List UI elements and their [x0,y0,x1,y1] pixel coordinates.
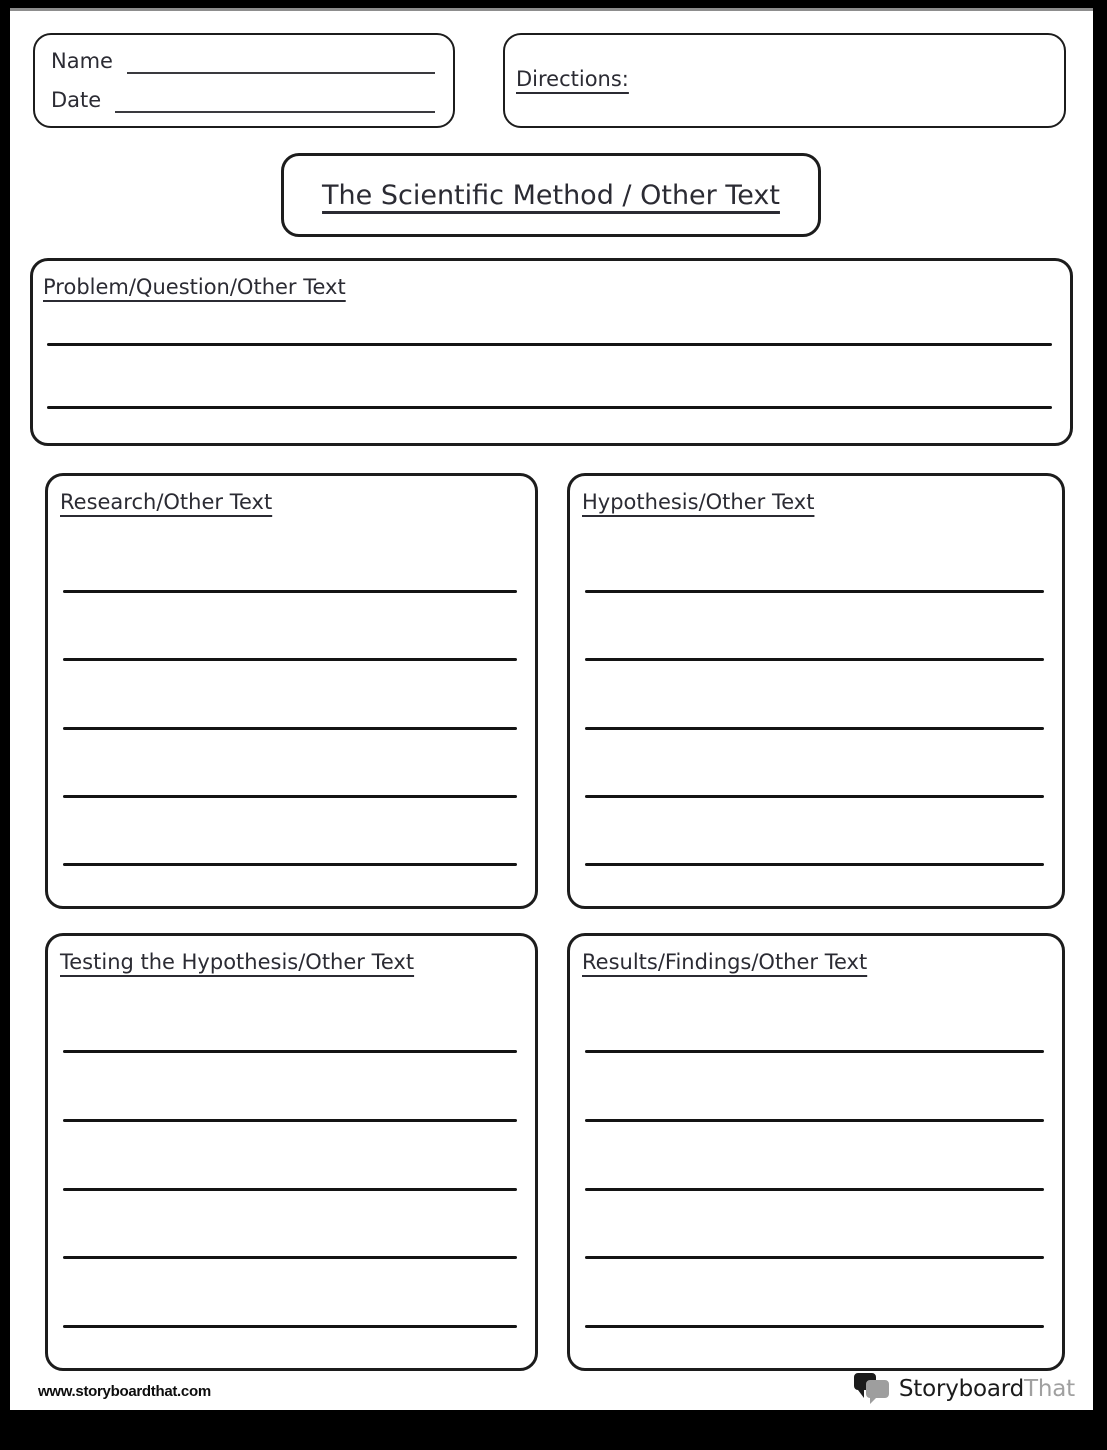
writing-line [585,658,1044,661]
hypothesis-heading: Hypothesis/Other Text [582,490,815,514]
writing-line [47,406,1052,409]
writing-line [63,727,517,730]
storyboardthat-logo [853,1369,1075,1409]
testing-writing-lines [63,1050,517,1328]
directions-label: Directions: [516,67,629,91]
name-blank-line [127,48,435,74]
logo-wordmark [898,1375,1075,1402]
logo-text-that: That [1024,1375,1075,1402]
hypothesis-section [567,473,1065,909]
directions-box [503,33,1066,128]
writing-line [63,795,517,798]
writing-line [63,1050,517,1053]
writing-line [585,727,1044,730]
research-section [45,473,538,909]
results-writing-lines [585,1050,1044,1328]
writing-line [585,1050,1044,1053]
date-blank-line [115,87,435,113]
name-label: Name [51,49,113,73]
testing-hypothesis-heading: Testing the Hypothesis/Other Text [60,950,415,974]
writing-line [47,343,1052,346]
writing-line [585,795,1044,798]
writing-line [63,1188,517,1191]
writing-line [63,1256,517,1259]
page-title: The Scientific Method / Other Text [322,179,780,211]
date-label: Date [51,88,102,112]
writing-line [585,1188,1044,1191]
writing-line [63,863,517,866]
name-date-box [33,33,455,128]
writing-line [63,1119,517,1122]
results-findings-heading: Results/Findings/Other Text [582,950,868,974]
website-url: www.storyboardthat.com [38,1383,211,1400]
research-writing-lines [63,590,517,866]
writing-line [585,1256,1044,1259]
writing-line [585,1119,1044,1122]
writing-line [63,590,517,593]
date-row [51,87,435,113]
testing-hypothesis-section [45,933,538,1371]
hypothesis-writing-lines [585,590,1044,866]
writing-line [585,1325,1044,1328]
writing-line [585,590,1044,593]
problem-question-section [30,258,1073,446]
research-heading: Research/Other Text [60,490,273,514]
logo-text-storyboard: Storyboard [898,1375,1025,1402]
writing-line [585,863,1044,866]
title-box [281,153,821,237]
problem-question-heading: Problem/Question/Other Text [43,275,346,299]
writing-line [63,658,517,661]
storyboardthat-logo-icon [853,1372,891,1406]
results-findings-section [567,933,1065,1371]
worksheet-page [10,8,1093,1410]
problem-writing-lines [47,343,1052,409]
writing-line [63,1325,517,1328]
name-row [51,48,435,74]
